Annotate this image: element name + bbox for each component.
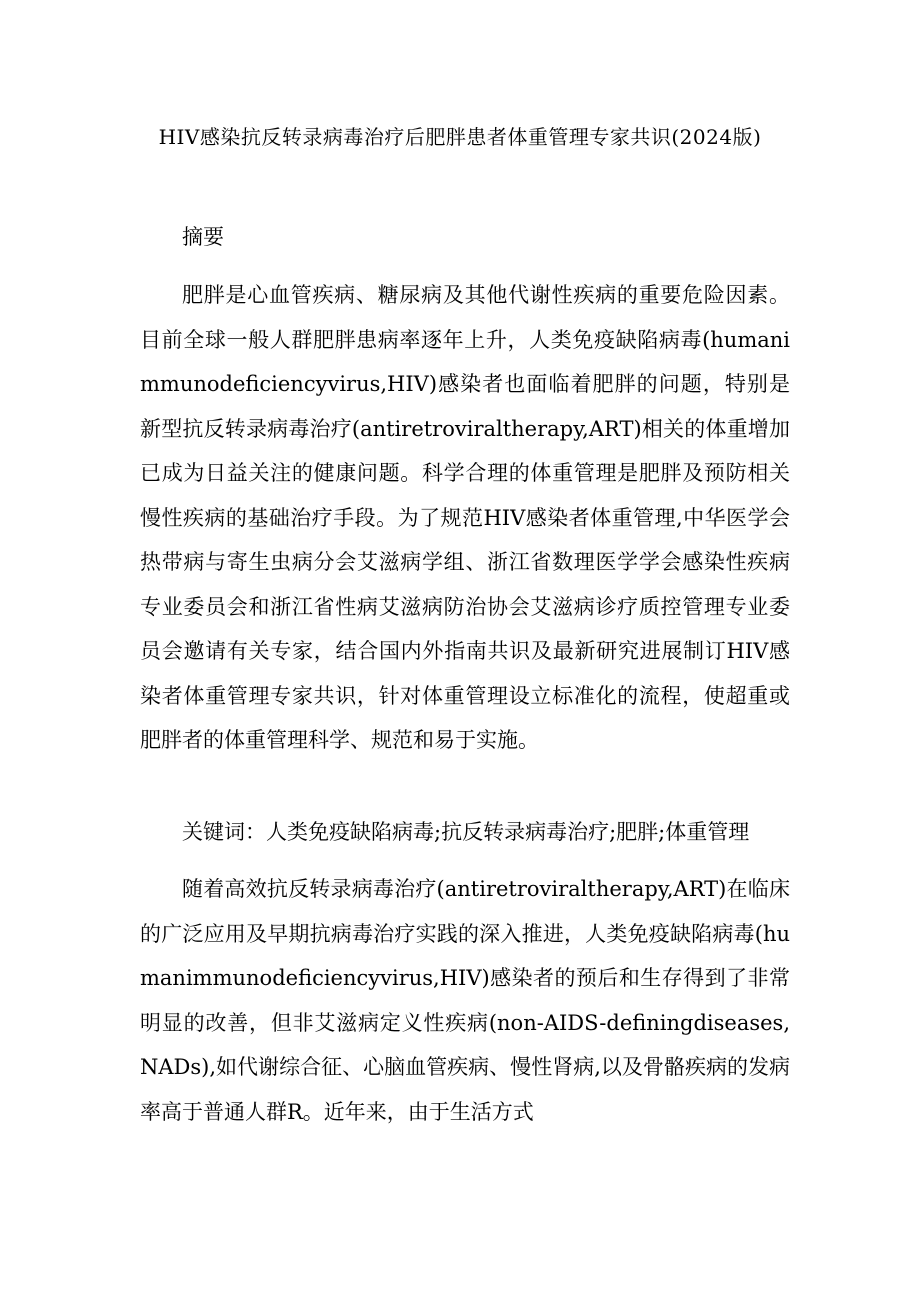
document-title: HIV感染抗反转录病毒治疗后肥胖患者体重管理专家共识(2024版) (158, 125, 762, 149)
abstract-heading: 摘要 (182, 225, 224, 249)
abstract-paragraph: 肥胖是心血管疾病、糖尿病及其他代谢性疾病的重要危险因素。目前全球一般人群肥胖患病率逐年上升，人类免疫缺陷病毒(humanimmunodeficiencyvirus,HIV)感染者也面临着肥胖的问题，特别是新型抗反转录病毒治疗(antiretroviraltherapy,ART)相关的体重增加已成为日益关注的健康问题。科学合理的体重管理是肥胖及预防相关慢性疾病的基础治疗手段。为了规范HIV感染者体重管理,中华医学会热带病与寄生虫病分会艾滋病学组、浙江省数理医学学会感染性疾病专业委员会和浙江省性病艾滋病防治协会艾滋病诊疗质控管理专业委员会邀请有关专家，结合国内外指南共识及最新研究进展制订HIV感染者体重管理专家共识，针对体重管理设立标准化的流程，使超重或肥胖者的体重管理科学、规范和易于实施。 (140, 283, 790, 752)
intro-paragraph: 随着高效抗反转录病毒治疗(antiretroviraltherapy,ART)在临床的广泛应用及早期抗病毒治疗实践的深入推进，人类免疫缺陷病毒(humanimmunodeficiencyvirus,HIV)感染者的预后和生存得到了非常明显的改善，但非艾滋病定义性疾病(non-AIDS-definingdiseases,NADs),如代谢综合征、心脑血管疾病、慢性肾病,以及骨骼疾病的发病率高于普通人群R。近年来，由于生活方式 (140, 877, 790, 1124)
keywords-line: 关键词：人类免疫缺陷病毒;抗反转录病毒治疗;肥胖;体重管理 (182, 820, 750, 844)
